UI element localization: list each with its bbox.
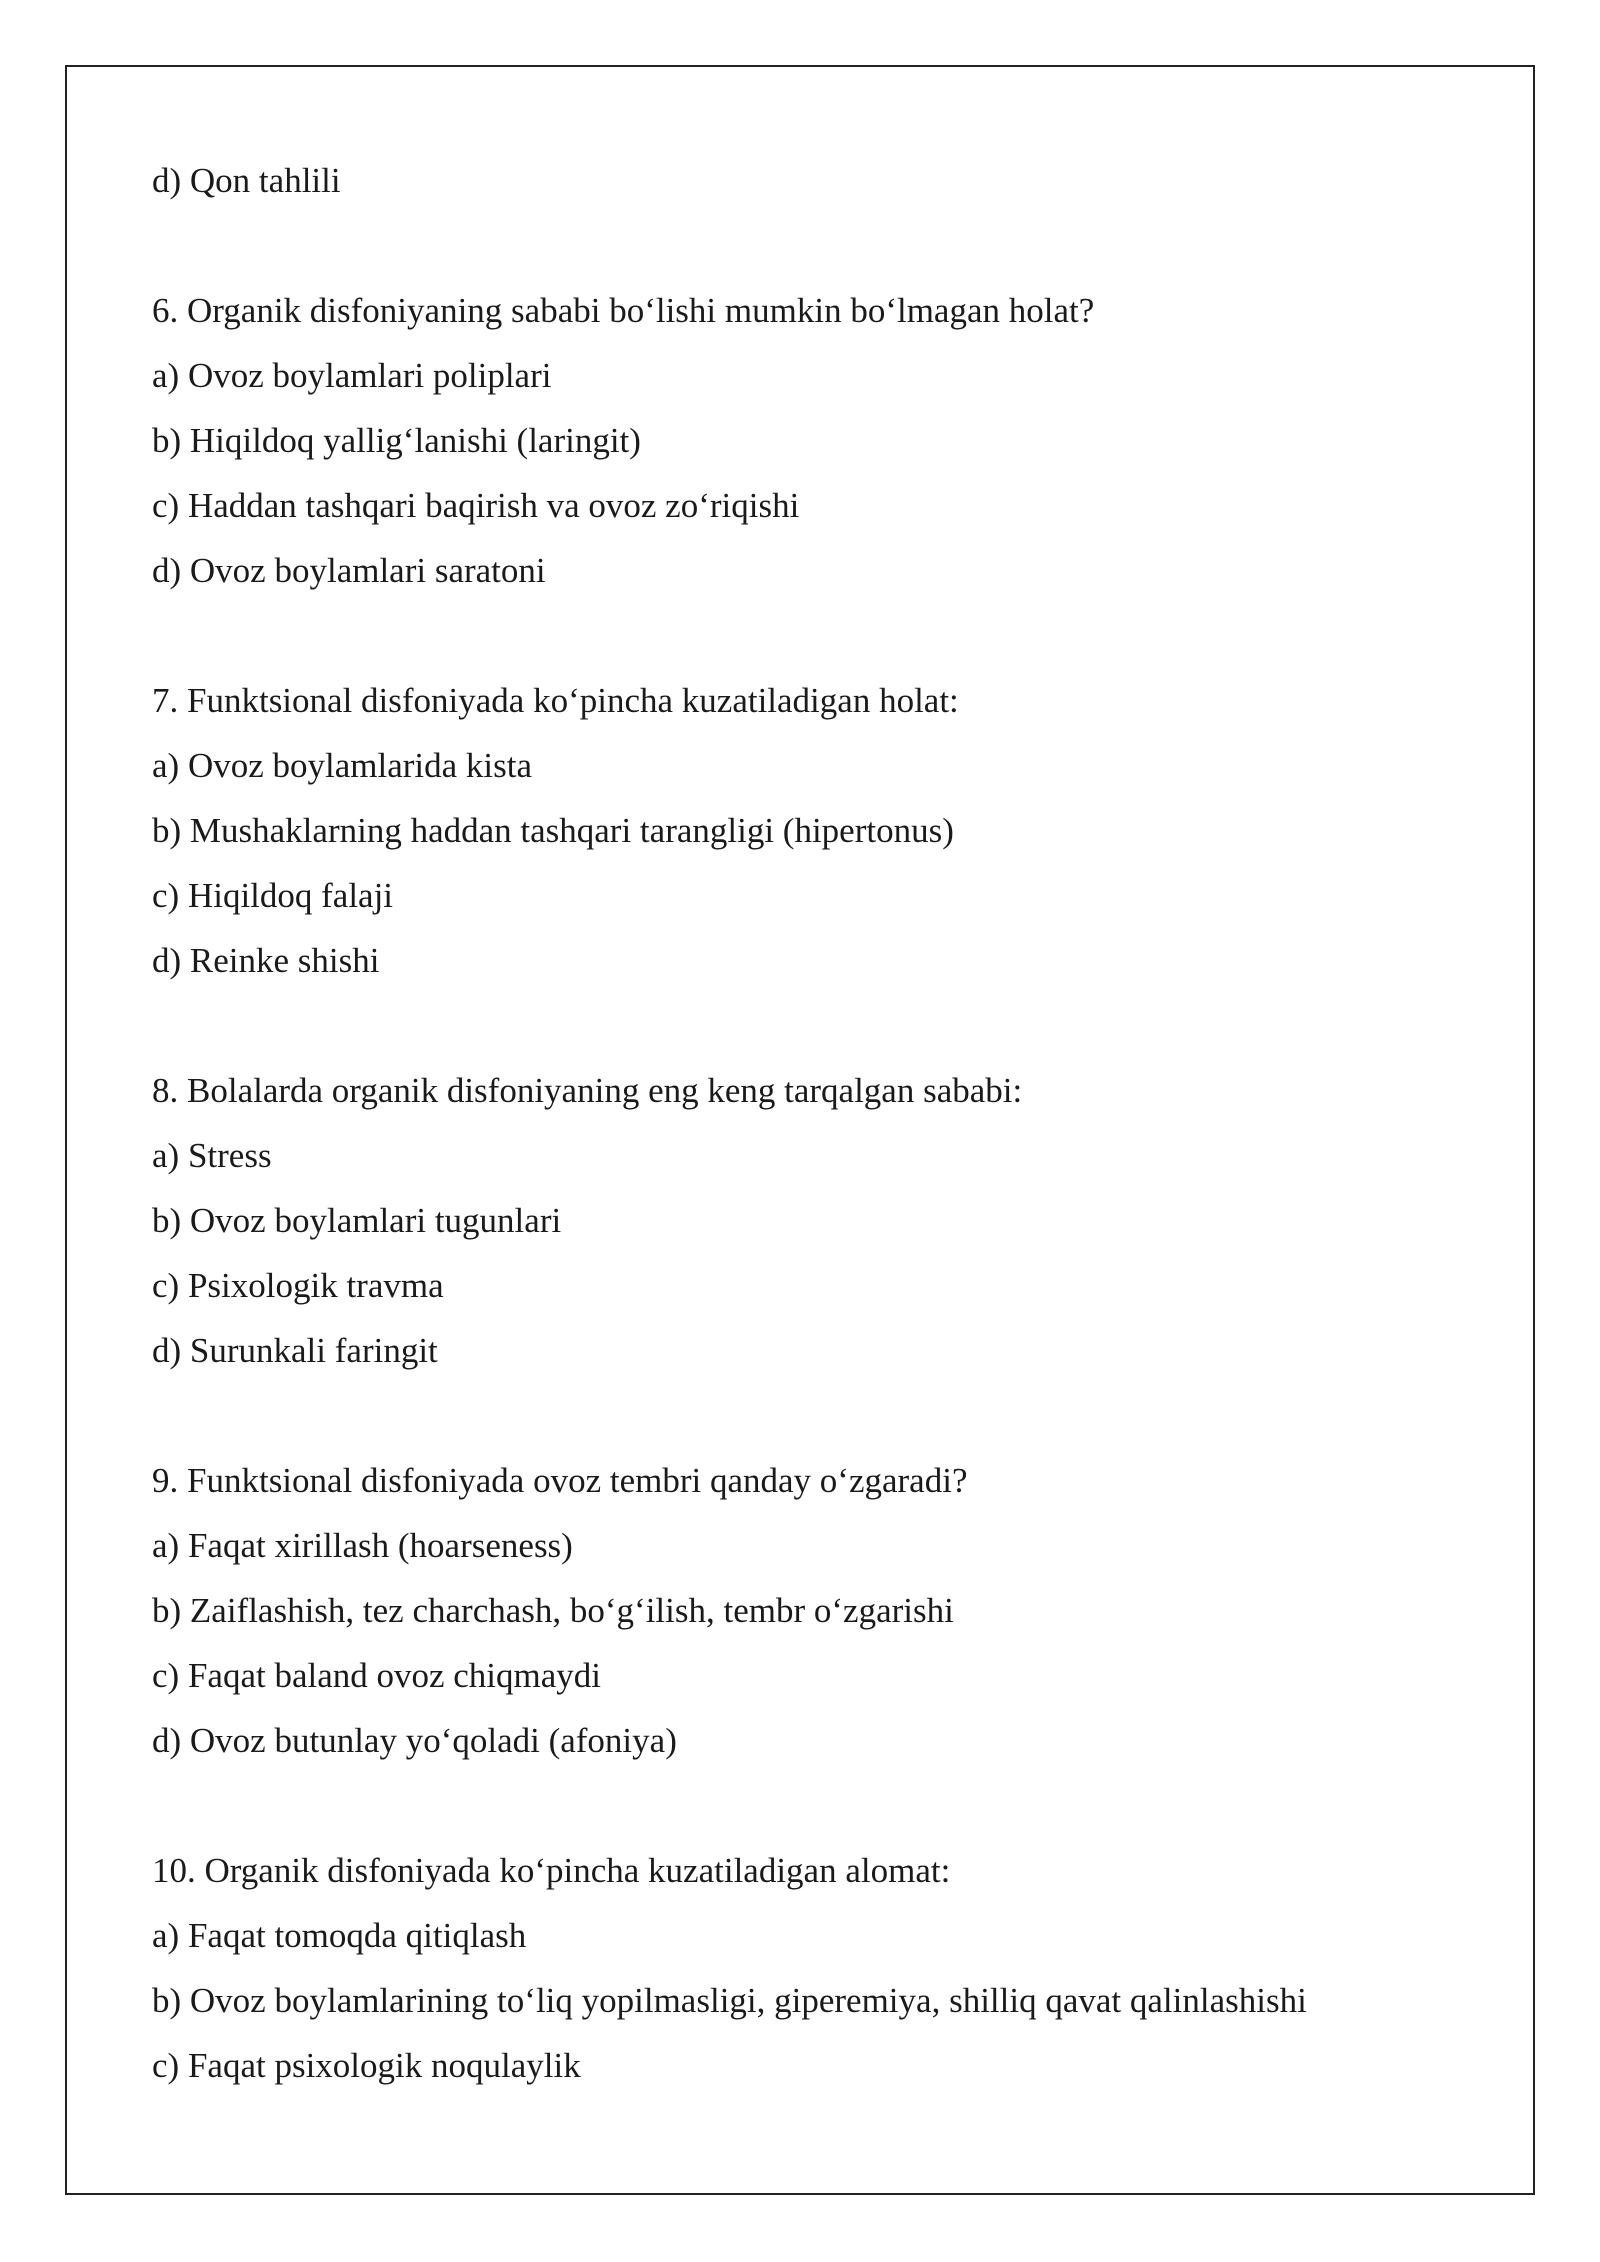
answer-option: b) Hiqildoq yallig‘lanishi (laringit) — [152, 421, 641, 460]
answer-option: d) Surunkali faringit — [152, 1331, 438, 1370]
question-text: 6. Organik disfoniyaning sababi bo‘lishi mumkin bo‘lmagan holat? — [152, 291, 1095, 330]
answer-option: d) Reinke shishi — [152, 941, 380, 980]
question-block-8 — [152, 1058, 1472, 1383]
answer-option: c) Haddan tashqari baqirish va ovoz zo‘riqishi — [152, 486, 800, 525]
answer-option: a) Faqat xirillash (hoarseness) — [152, 1526, 573, 1565]
answer-option: a) Faqat tomoqda qitiqlash — [152, 1916, 527, 1955]
question-block-7 — [152, 668, 1472, 993]
spacer — [152, 1773, 1472, 1838]
answer-option: d) Ovoz boylamlari saratoni — [152, 551, 546, 590]
answer-option: d) Ovoz butunlay yo‘qoladi (afoniya) — [152, 1721, 677, 1760]
document-body — [152, 148, 1472, 2098]
question-text: 9. Funktsional disfoniyada ovoz tembri qanday o‘zgaradi? — [152, 1461, 968, 1500]
spacer — [152, 213, 1472, 278]
answer-option: c) Faqat baland ovoz chiqmaydi — [152, 1656, 602, 1695]
spacer — [152, 1383, 1472, 1448]
question-text: 7. Funktsional disfoniyada ko‘pincha kuzatiladigan holat: — [152, 681, 959, 720]
answer-option: b) Zaiflashish, tez charchash, bo‘g‘ilish, tembr o‘zgarishi — [152, 1591, 954, 1630]
answer-option: a) Ovoz boylamlari poliplari — [152, 356, 552, 395]
answer-option: b) Ovoz boylamlari tugunlari — [152, 1201, 562, 1240]
answer-option: b) Ovoz boylamlarining to‘liq yopilmasligi, giperemiya, shilliq qavat qalinlashishi — [152, 1981, 1307, 2020]
answer-option: a) Stress — [152, 1136, 272, 1175]
answer-option: c) Hiqildoq falaji — [152, 876, 394, 915]
answer-option: d) Qon tahlili — [152, 161, 341, 200]
spacer — [152, 993, 1472, 1058]
answer-option: c) Faqat psixologik noqulaylik — [152, 2046, 581, 2085]
spacer — [152, 603, 1472, 668]
question-text: 10. Organik disfoniyada ko‘pincha kuzatiladigan alomat: — [152, 1851, 951, 1890]
answer-option: b) Mushaklarning haddan tashqari tarangligi (hipertonus) — [152, 811, 954, 850]
question-text: 8. Bolalarda organik disfoniyaning eng keng tarqalgan sababi: — [152, 1071, 1023, 1110]
answer-option: a) Ovoz boylamlarida kista — [152, 746, 533, 785]
question-block-9 — [152, 1448, 1472, 1773]
answer-option: c) Psixologik travma — [152, 1266, 444, 1305]
question-block-10 — [152, 1838, 1472, 2098]
question-block-6 — [152, 278, 1472, 603]
